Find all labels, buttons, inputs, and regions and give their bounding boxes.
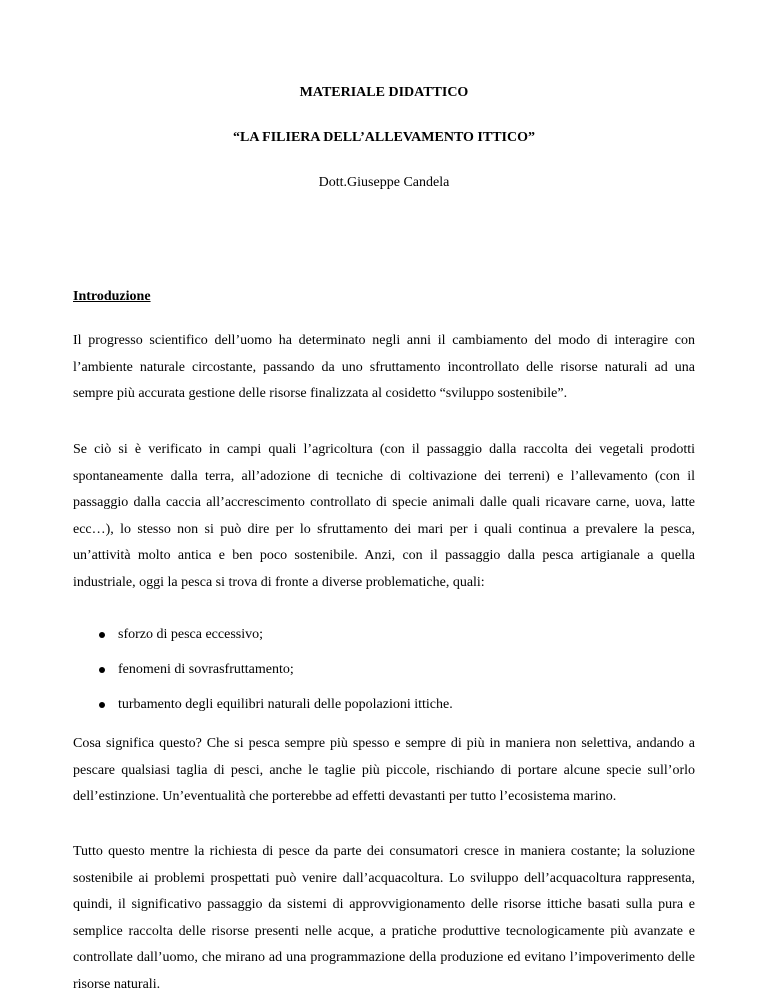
bullet-text: turbamento degli equilibri naturali delle popolazioni ittiche. <box>118 697 453 712</box>
bullet-text: fenomeni di sovrasfruttamento; <box>118 662 294 677</box>
bullet-dot-icon <box>99 702 105 708</box>
paragraph-4: Tutto questo mentre la richiesta di pesce da parte dei consumatori cresce in maniera costante; la soluzione sostenibile ai problemi prospettati può venire dall’acquacoltura. Lo sviluppo dell’acquacoltura rappresenta, quindi, il significativo passaggio da sistemi di approvvigionamento delle risorse ittiche basati sulla pura e semplice raccolta delle risorse presenti nelle acque, a pratiche produttive tecnologicamente più avanzate e controllate dall’uomo, che mirano ad una programmazione della produzione ed evitano l’impoverimento delle risorse naturali. <box>73 844 695 992</box>
section-heading: Introduzione <box>73 289 151 304</box>
paragraph-3: Cosa significa questo? Che si pesca sempre più spesso e sempre di più in maniera non selettiva, andando a pescare qualsiasi taglia di pesci, anche le taglie più piccole, rischiando di portare alcune specie sull’orlo dell’estinzione. Un’eventualità che porterebbe ad effetti devastanti per tutto l’ecosistema marino. <box>73 736 695 804</box>
bullet-item <box>73 697 695 732</box>
document-label: MATERIALE DIDATTICO <box>299 85 469 100</box>
bullet-text: sforzo di pesca eccessivo; <box>118 627 263 642</box>
paragraph-2: Se ciò si è verificato in campi quali l’agricoltura (con il passaggio dalla raccolta dei vegetali prodotti spontaneamente dalla terra, all’adozione di tecniche di coltivazione dei terreni) e l’allevamento (con il passaggio dalla caccia all’accrescimento controllato di specie animali dalle quali ricavare carne, uova, latte ecc…), lo stesso non si può dire per lo sfruttamento dei mari per i quali continua a prevalere la pesca, un’attività molto antica e ben poco sostenibile. Anzi, con il passaggio dalla pesca artigianale a quella industriale, oggi la pesca si trova di fronte a diverse problematiche, quali: <box>73 442 695 590</box>
paragraph-1: Il progresso scientifico dell’uomo ha determinato negli anni il cambiamento del modo di interagire con l’ambiente naturale circostante, passando da uno sfruttamento incontrollato delle risorse naturali ad una sempre più accurata gestione delle risorse finalizzata al cosidetto “sviluppo sostenibile”. <box>73 333 695 401</box>
bullet-list <box>73 627 695 732</box>
bullet-dot-icon <box>99 632 105 638</box>
bullet-item <box>73 662 695 697</box>
document-title: “LA FILIERA DELL’ALLEVAMENTO ITTICO” <box>233 130 535 145</box>
bullet-dot-icon <box>99 667 105 673</box>
bullet-item <box>73 627 695 662</box>
document-author: Dott.Giuseppe Candela <box>318 175 450 190</box>
